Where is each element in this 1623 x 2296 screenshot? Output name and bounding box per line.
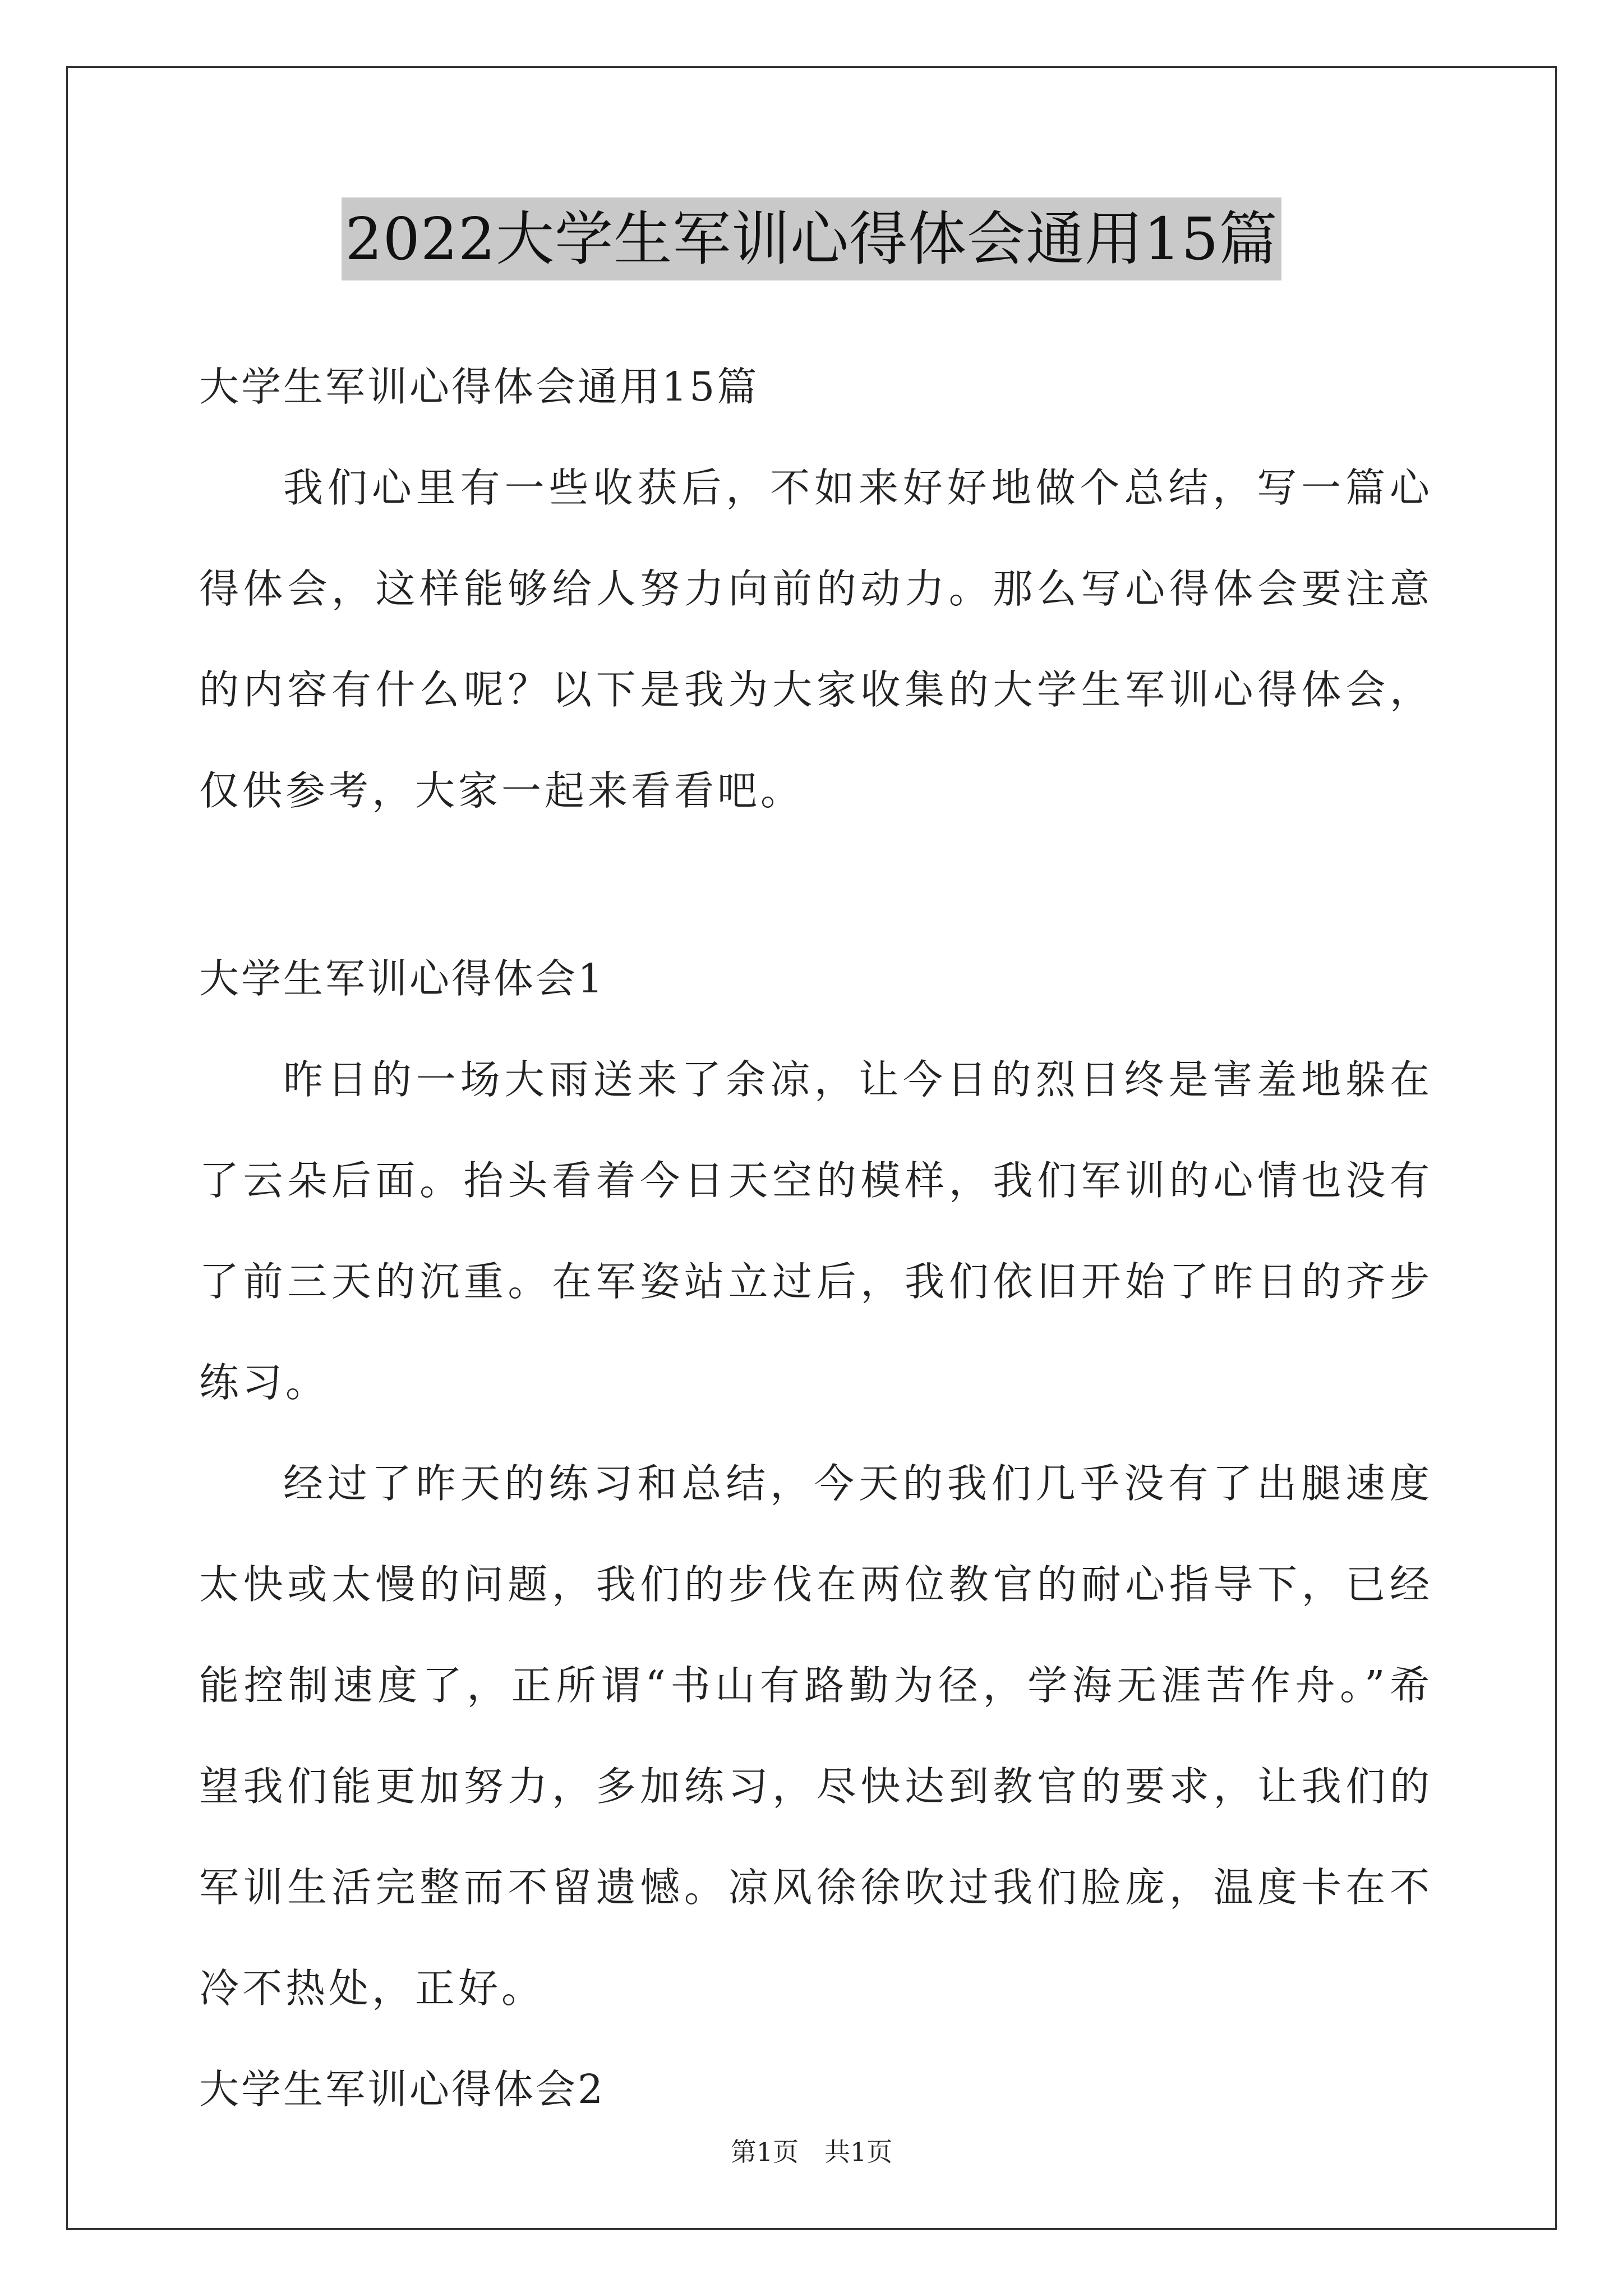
- document-subtitle: 大学生军训心得体会通用15篇: [199, 364, 759, 410]
- section-1-paragraph-2: 经过了昨天的练习和总结，今天的我们几乎没有了出腿速度太快或太慢的问题，我们的步伐在两位教官的耐心指导下，已经能控制速度了，正所谓“书山有路勤为径，学海无涯苦作舟。”希望我们能更加努力，多加练习，尽快达到教官的要求，让我们的军训生活完整而不留遗憾。凉风徐徐吹过我们脸庞，温度卡在不冷不热处，正好。: [199, 1460, 1433, 2012]
- section-1-paragraph-1: 昨日的一场大雨送来了余凉，让今日的烈日终是害羞地躲在了云朵后面。抬头看着今日天空的模样，我们军训的心情也没有了前三天的沉重。在军姿站立过后，我们依旧开始了昨日的齐步练习。: [199, 1056, 1433, 1406]
- document-body: [199, 337, 1433, 2140]
- section-2-heading: 大学生军训心得体会2: [199, 2066, 606, 2113]
- section-spacer: [199, 841, 1433, 928]
- page-number-current: 第1页: [730, 2137, 799, 2167]
- document-title: 2022大学生军训心得体会通用15篇: [342, 197, 1281, 280]
- page-number-total: 共1页: [824, 2137, 893, 2167]
- page-footer: [0, 2132, 1623, 2169]
- section-1-heading: 大学生军训心得体会1: [199, 955, 606, 1002]
- intro-paragraph: 我们心里有一些收获后，不如来好好地做个总结，写一篇心得体会，这样能够给人努力向前的动力。那么写心得体会要注意的内容有什么呢？以下是我为大家收集的大学生军训心得体会，仅供参考，大家一起来看看吧。: [199, 464, 1433, 814]
- title-container: [0, 197, 1623, 280]
